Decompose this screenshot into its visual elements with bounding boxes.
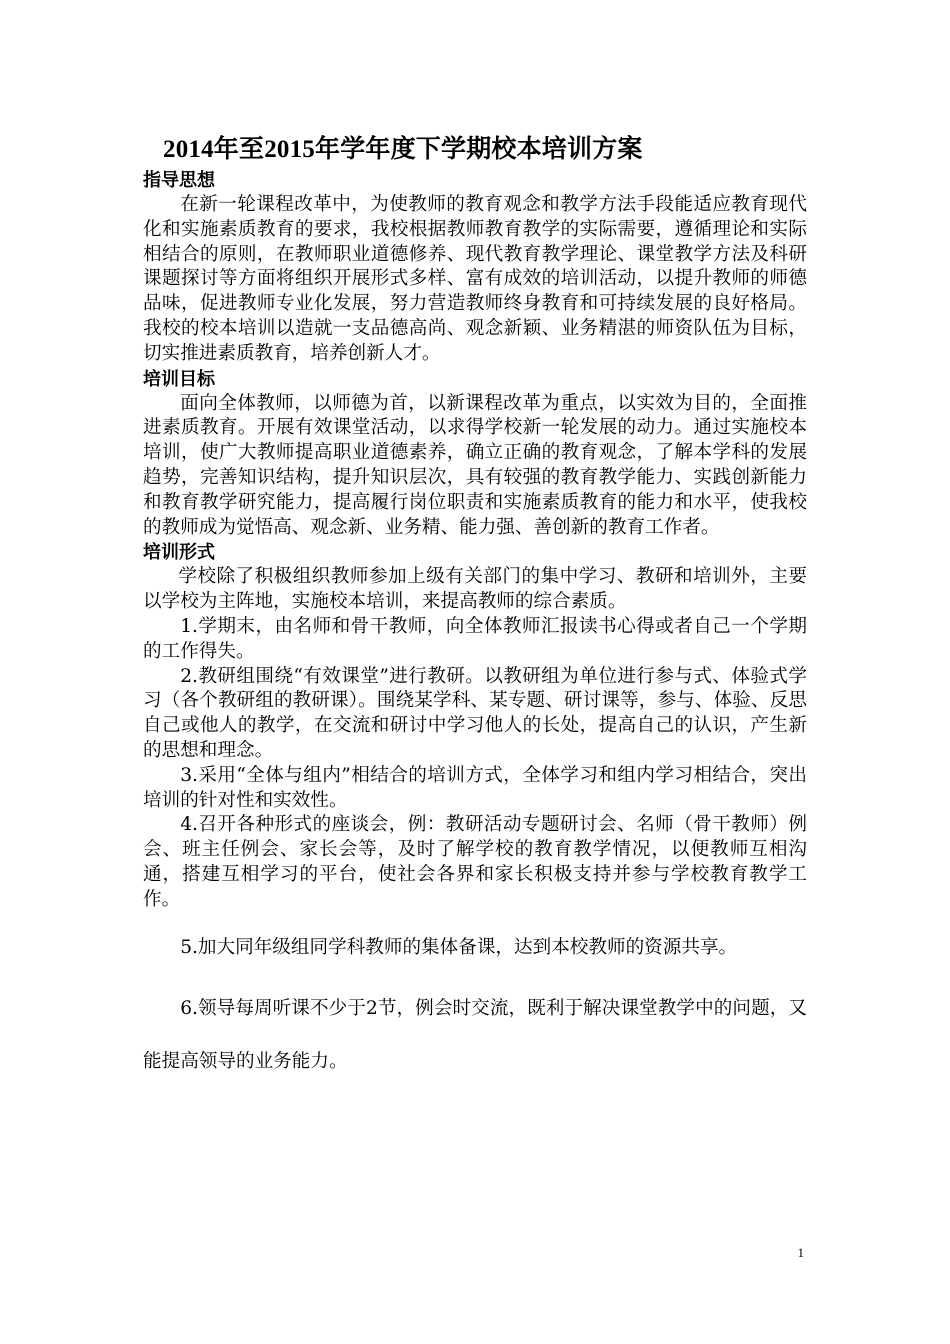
paragraph-training-goals: 面向全体教师，以师德为首，以新课程改革为重点，以实效为目的，全面推进素质教育。开展有效课堂活动，以求得学校新一轮发展的动力。通过实施校本培训，使广大教师提高职业道德素养，确立正确的教育观念，了解本学科的发展趋势，完善知识结构，提升知识层次，具有较强的教育教学能力、实践创新能力和教育教学研究能力，提高履行岗位职责和实施素质教育的能力和水平，使我校的教师成为觉悟高、观念新、业务精、能力强、善创新的教育工作者。 xyxy=(143,392,807,538)
paragraph-guiding-ideology: 在新一轮课程改革中，为使教师的教育观念和教学方法手段能适应教育现代化和实施素质教育的要求，我校根据教师教育教学的实际需要，遵循理论和实际相结合的原则，在教师职业道德修养、现代教育教学理论、课堂教学方法及科研课题探讨等方面将组织开展形式多样、富有成效的培训活动，以提升教师的师德品味，促进教师专业化发展，努力营造教师终身教育和可持续发展的良好格局。我校的校本培训以造就一支品德高尚、观念新颖、业务精湛的师资队伍为目标，切实推进素质教育，培养创新人才。 xyxy=(143,194,807,364)
page-number: 1 xyxy=(797,1245,804,1260)
list-item-form-6: 6.领导每周听课不少于2节，例会时交流，既利于解决课堂教学中的问题，又能提高领导的业务能力。 xyxy=(143,997,807,1072)
list-item-form-2: 2.教研组围绕“有效课堂”进行教研。以教研组为单位进行参与式、体验式学习（各个教研组的教研课）。围绕某学科、某专题、研讨课等，参与、体验、反思自己或他人的教学，在交流和研讨中学习他人的长处，提高自己的认识，产生新的思想和理念。 xyxy=(143,665,807,761)
section-heading-training-forms: 培训形式 xyxy=(143,542,215,564)
section-heading-training-goals: 培训目标 xyxy=(143,368,215,390)
list-item-form-1: 1.学期末，由名师和骨干教师，向全体教师汇报读书心得或者自己一个学期的工作得失。 xyxy=(143,615,807,662)
document-body xyxy=(143,132,807,1088)
paragraph-training-forms-intro: 学校除了积极组织教师参加上级有关部门的集中学习、教研和培训外，主要以学校为主阵地，实施校本培训，来提高教师的综合素质。 xyxy=(143,566,807,613)
document-title: 2014年至2015年学年度下学期校本培训方案 xyxy=(163,136,643,163)
list-item-form-4: 4.召开各种形式的座谈会，例：教研活动专题研讨会、名师（骨干教师）例会、班主任例会、家长会等，及时了解学校的教育教学情况，以便教师互相沟通，搭建互相学习的平台，使社会各界和家长积极支持并参与学校教育教学工作。 xyxy=(143,814,807,910)
section-heading-guiding-ideology: 指导思想 xyxy=(143,170,215,191)
list-item-form-5: 5.加大同年级组同学科教师的集体备课，达到本校教师的资源共享。 xyxy=(180,936,738,958)
list-item-form-3: 3.采用“全体与组内”相结合的培训方式，全体学习和组内学习相结合，突出培训的针对性和实效性。 xyxy=(143,764,807,811)
